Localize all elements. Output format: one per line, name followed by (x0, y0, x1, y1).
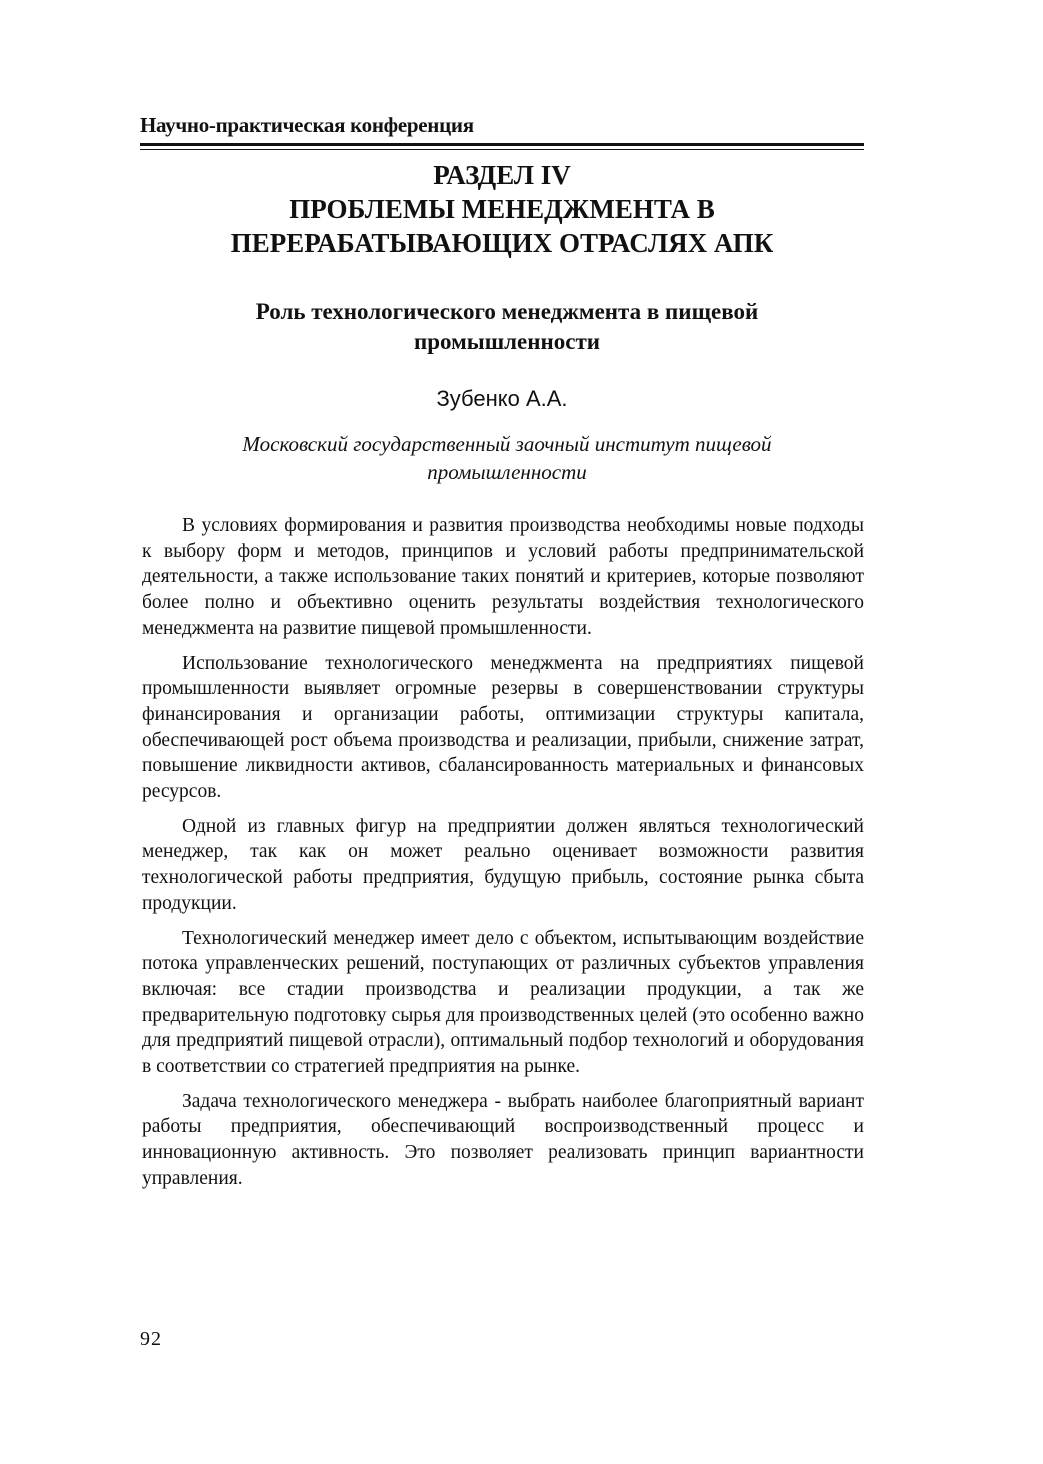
paragraph: Технологический менеджер имеет дело с объектом, испытывающим воздействие потока управленческих решений, поступающих от различных субъектов управления включая: все стадии производства и реализации продукции, а так же предварительную подготовку сырья для производственных целей (это особенно важно для предприятий пищевой отрасли), оптимальный подбор технологий и оборудования в соответствии со стратегией предприятия на рынке. (142, 927, 864, 1078)
running-head: Научно-практическая конференция (140, 113, 474, 137)
author: Зубенко А.А. (436, 386, 568, 411)
paragraph: В условиях формирования и развития производства необходимы новые подходы к выбору форм и методов, принципов и условий работы предпринимательской деятельности, а также использование таких понятий и критериев, которые позволяют более полно и объективно оценить результаты воздействия технологического менеджмента на развитие пищевой промышленности. (142, 515, 864, 639)
page-number: 92 (140, 1328, 162, 1350)
paragraph: Использование технологического менеджмента на предприятиях пищевой промышленности выявляет огромные резервы в совершенствовании структуры финансирования и организации работы, оптимизации структуры капитала, обеспечивающей рост объема производства и реализации, прибыли, снижение затрат, повышение ликвидности активов, сбалансированность материальных и финансовых ресурсов. (142, 652, 864, 803)
header-rule-thick (140, 143, 864, 146)
paragraph: Одной из главных фигур на предприятии должен являться технологический менеджер, так как он может реально оценивает возможности развития технологической работы предприятия, будущую прибыль, состояние рынка сбыта продукции. (142, 815, 864, 914)
section-number: РАЗДЕЛ IV (433, 160, 571, 190)
affiliation (150, 430, 864, 486)
article-title-line: промышленности (413, 329, 601, 354)
paragraph: Задача технологического менеджера - выбрать наиболее благоприятный вариант работы предприятия, обеспечивающий воспроизводственный процесс и инновационную активность. Это позволяет реализовать принцип вариантности управления. (142, 1090, 864, 1189)
affiliation-line: промышленности (427, 460, 587, 484)
article-title (150, 297, 864, 357)
body-text (142, 513, 864, 1201)
section-heading (140, 158, 864, 260)
article-title-line: Роль технологического менеджмента в пищевой (255, 299, 759, 324)
section-title-line: ПРОБЛЕМЫ МЕНЕДЖМЕНТА В (289, 194, 715, 224)
header-rule-thin (140, 149, 864, 150)
section-title-line: ПЕРЕРАБАТЫВАЮЩИХ ОТРАСЛЯХ АПК (230, 228, 774, 258)
affiliation-line: Московский государственный заочный институт пищевой (242, 432, 772, 456)
